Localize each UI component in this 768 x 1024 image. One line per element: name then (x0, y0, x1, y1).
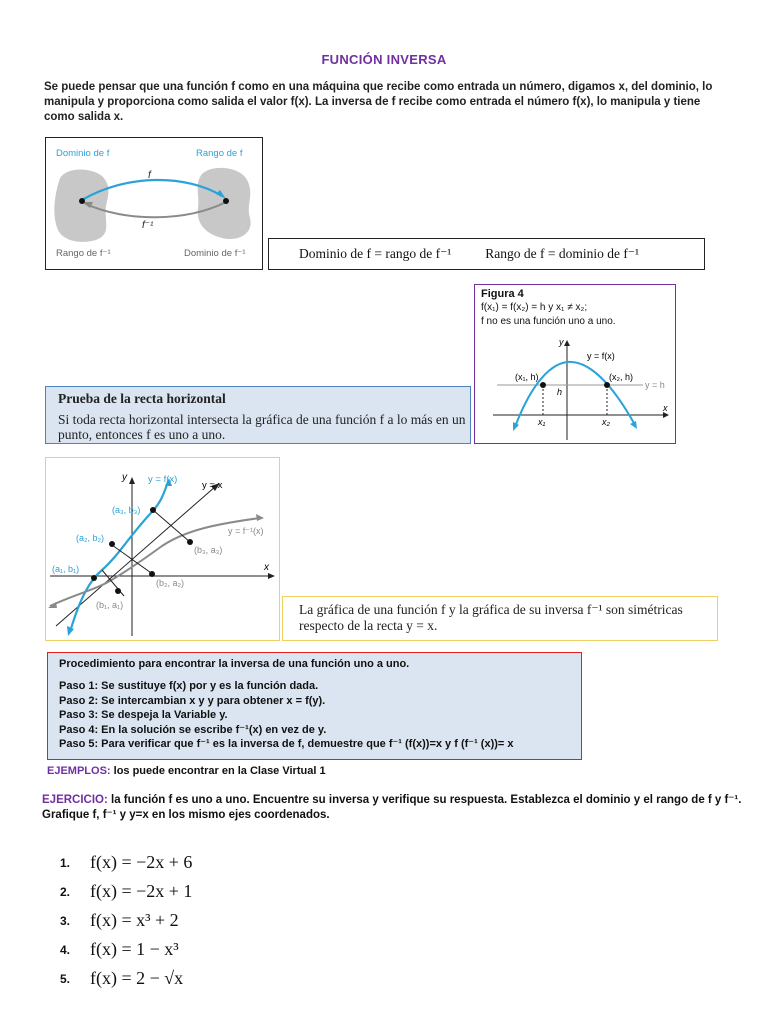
horizontal-line-test-text: Si toda recta horizontal intersecta la gráfica de una función f a lo más en un punto, entonces f es uno a uno. (58, 412, 466, 442)
exercise-number: 2. (60, 884, 71, 899)
procedure-step-1: Paso 1: Se sustituye f(x) por y es la función dada. (59, 680, 319, 692)
exercise-item (60, 848, 192, 877)
exercise-number: 5. (60, 971, 71, 986)
exercise-list (60, 848, 192, 993)
ejemplos-label: EJEMPLOS: (47, 765, 111, 777)
svg-text:x: x (264, 562, 269, 573)
horizontal-line-test-box (45, 386, 471, 444)
svg-text:y = x: y = x (202, 480, 223, 491)
figure-4 (474, 284, 676, 444)
svg-text:(b₂, a₂): (b₂, a₂) (156, 578, 184, 588)
rango-f-label: Rango de f (196, 148, 243, 159)
svg-text:y = f(x): y = f(x) (148, 474, 178, 485)
intro-paragraph: Se puede pensar que una función f como en una máquina que recibe como entrada un número, digamos x, del dominio, lo manipula y proporciona como salida el valor f(x). La inversa de f recibe como entrada el número f(x), lo manipula y tiene como salida x. (44, 81, 713, 123)
symmetry-note-box (282, 596, 718, 641)
svg-text:x: x (663, 403, 668, 413)
svg-text:(a₁, b₁): (a₁, b₁) (52, 564, 80, 574)
exercise-equation: f(x) = 1 − x³ (90, 939, 179, 959)
exercise-number: 3. (60, 913, 71, 928)
ejercicio-label: EJERCICIO: (42, 794, 108, 806)
dominio-f-label: Dominio de f (56, 148, 110, 159)
function-machine-figure (45, 137, 263, 270)
horizontal-line-test-title: Prueba de la recta horizontal (58, 391, 226, 406)
exercise-item (60, 964, 192, 993)
domain-range-left: Dominio de f = rango de f⁻¹ (299, 246, 452, 261)
svg-text:(x₂, h): (x₂, h) (609, 372, 633, 382)
exercise-number: 1. (60, 855, 71, 870)
svg-text:(a₃, b₃): (a₃, b₃) (112, 505, 141, 515)
inverse-symmetry-graph (45, 457, 280, 641)
point-b1a1 (115, 588, 121, 594)
point-a1b1 (91, 575, 97, 581)
function-machine-diagram (46, 138, 262, 269)
fig4-point-2 (604, 382, 610, 388)
exercise-item (60, 877, 192, 906)
exercise-equation: f(x) = 2 − √x (90, 968, 184, 988)
exercise-item (60, 906, 192, 935)
procedure-step-3: Paso 3: Se despeja la Variable y. (59, 709, 228, 722)
svg-text:(b₃, a₃): (b₃, a₃) (194, 545, 223, 555)
rango-finv-label: Rango de f⁻¹ (56, 248, 111, 259)
figure-4-line2: f no es una función uno a uno. (481, 316, 616, 327)
figure-4-line1: f(x₁) = f(x₂) = h y x₁ ≠ x₂; (481, 302, 588, 313)
svg-text:x₁: x₁ (538, 417, 546, 427)
procedure-steps (59, 679, 514, 752)
ejemplos-line (47, 765, 326, 777)
exercise-number: 4. (60, 942, 71, 957)
svg-text:y: y (559, 337, 564, 347)
domain-blob (54, 170, 108, 242)
svg-text:y = h: y = h (645, 380, 665, 390)
f-label: f (148, 170, 151, 181)
domain-range-box (268, 238, 705, 270)
procedure-step-5: Paso 5: Para verificar que f⁻¹ es la inversa de f, demuestre que f⁻¹ (f(x))=x y f (f⁻¹ (x))= x (59, 738, 514, 751)
figure-4-graph (475, 285, 675, 443)
ejercicio-text: la función f es uno a uno. Encuentre su inversa y verifique su respuesta. Establezca el dominio y el rango de f y f⁻¹. Grafique f, f⁻¹ y y=x en los mismo ejes coordenados. (42, 794, 742, 821)
dominio-finv-label: Dominio de f⁻¹ (184, 248, 246, 259)
procedure-step-2: Paso 2: Se intercambian x y y para obtener x = f(y). (59, 694, 326, 707)
procedure-box (47, 652, 582, 760)
point-a3b3 (150, 507, 156, 513)
svg-text:(x₁, h): (x₁, h) (515, 372, 539, 382)
range-point (223, 198, 229, 204)
svg-text:y = f⁻¹(x): y = f⁻¹(x) (228, 526, 264, 536)
exercise-equation: f(x) = x³ + 2 (90, 910, 179, 930)
fig4-point-1 (540, 382, 546, 388)
svg-text:x₂: x₂ (602, 417, 610, 427)
inverse-graph-svg (46, 458, 279, 640)
domain-range-right: Rango de f = dominio de f⁻¹ (485, 246, 640, 261)
point-b2a2 (149, 571, 155, 577)
exercise-item (60, 935, 192, 964)
ejercicio-paragraph (42, 793, 742, 823)
exercise-equation: f(x) = −2x + 1 (90, 881, 193, 901)
point-b3a3 (187, 539, 193, 545)
svg-text:h: h (557, 387, 563, 397)
finv-label: f⁻¹ (142, 220, 154, 231)
symmetry-note-text: La gráfica de una función f y la gráfica de su inversa f⁻¹ son simétricas respecto de la recta y = x. (299, 602, 683, 633)
svg-text:y = f(x): y = f(x) (587, 351, 615, 361)
svg-text:(b₁, a₁): (b₁, a₁) (96, 600, 124, 610)
page-title: FUNCIÓN INVERSA (321, 52, 447, 67)
exercise-equation: f(x) = −2x + 6 (90, 852, 193, 872)
point-a2b2 (109, 541, 115, 547)
domain-point (79, 198, 85, 204)
figure-4-title: Figura 4 (481, 288, 524, 300)
procedure-title: Procedimiento para encontrar la inversa de una función uno a uno. (59, 658, 410, 670)
svg-text:(a₂, b₂): (a₂, b₂) (76, 533, 104, 543)
ejemplos-text: los puede encontrar en la Clase Virtual 1 (110, 765, 326, 777)
procedure-step-4: Paso 4: En la solución se escribe f⁻¹(x) en vez de y. (59, 723, 327, 736)
svg-text:y: y (122, 472, 127, 483)
